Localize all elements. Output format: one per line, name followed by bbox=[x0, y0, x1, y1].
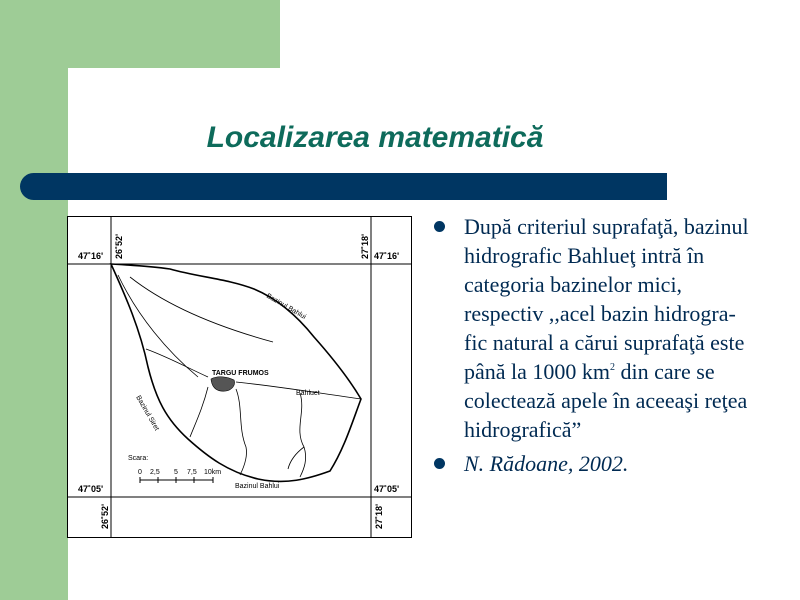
scale-label: 2,5 bbox=[150, 469, 160, 476]
lat-label-bottom-right: 47˚05' bbox=[374, 484, 400, 494]
top-decoration bbox=[0, 0, 280, 68]
lat-label-top-right: 47˚16' bbox=[374, 251, 400, 261]
lon-label-top-right: 27˚18' bbox=[360, 233, 370, 259]
scale-label: 0 bbox=[138, 469, 142, 476]
basin-label-south: Bazinul Bahlui bbox=[235, 483, 280, 490]
basin-map-drawing bbox=[68, 217, 411, 537]
scale-label: 10km bbox=[204, 469, 222, 476]
lat-label-bottom-left: 47˚05' bbox=[78, 484, 104, 494]
town-area bbox=[211, 377, 235, 391]
definition-text-end: din care se colectează apele în aceeaşi reţea hidrografică” bbox=[464, 359, 748, 442]
lat-label-top-left: 47˚16' bbox=[78, 251, 104, 261]
basin-map bbox=[67, 216, 412, 538]
bullet-dot-icon bbox=[434, 221, 445, 232]
town-label: TARGU FRUMOS bbox=[212, 370, 269, 377]
lon-label-bottom-left: 26˚52' bbox=[100, 503, 110, 529]
basin-label-west: Bazinul Siret bbox=[134, 394, 160, 433]
corner-decoration bbox=[68, 68, 128, 128]
stream-north bbox=[130, 277, 273, 342]
river-label: Bahluet bbox=[296, 390, 320, 397]
stream-tributary-d bbox=[300, 393, 306, 477]
lon-label-top-left: 26˚52' bbox=[114, 233, 124, 259]
stream-west bbox=[118, 275, 198, 377]
bullet-reference bbox=[432, 449, 752, 478]
bullet-definition bbox=[432, 212, 752, 444]
stream-tributary-c bbox=[236, 389, 247, 475]
stream-tributary-e bbox=[288, 447, 304, 469]
slide-title: Localizarea matematică bbox=[206, 121, 544, 154]
bullet-dot-icon bbox=[434, 458, 445, 469]
side-decoration bbox=[0, 0, 68, 600]
bullet-list bbox=[432, 212, 752, 478]
superscript-two: 2 bbox=[610, 362, 616, 373]
stream-tributary-a bbox=[146, 349, 208, 377]
scale-title: Scara: bbox=[128, 455, 149, 462]
reference-text: N. Rădoane, 2002. bbox=[464, 451, 629, 476]
stream-tributary-b bbox=[190, 387, 208, 437]
title-underline-bar bbox=[20, 173, 667, 200]
lon-label-bottom-right: 27˚18' bbox=[374, 503, 384, 529]
scale-label: 7,5 bbox=[187, 469, 197, 476]
scale-label: 5 bbox=[174, 469, 178, 476]
definition-text: După criteriul suprafaţă, bazinul hidrografic Bahlueţ intră în categoria bazinelor mici, respectiv ,,acel bazin hidrogra-fic natural a cărui suprafaţă este până la 1000 km bbox=[464, 214, 749, 384]
basin-label-north: Bazinul Bahlui bbox=[265, 292, 307, 321]
